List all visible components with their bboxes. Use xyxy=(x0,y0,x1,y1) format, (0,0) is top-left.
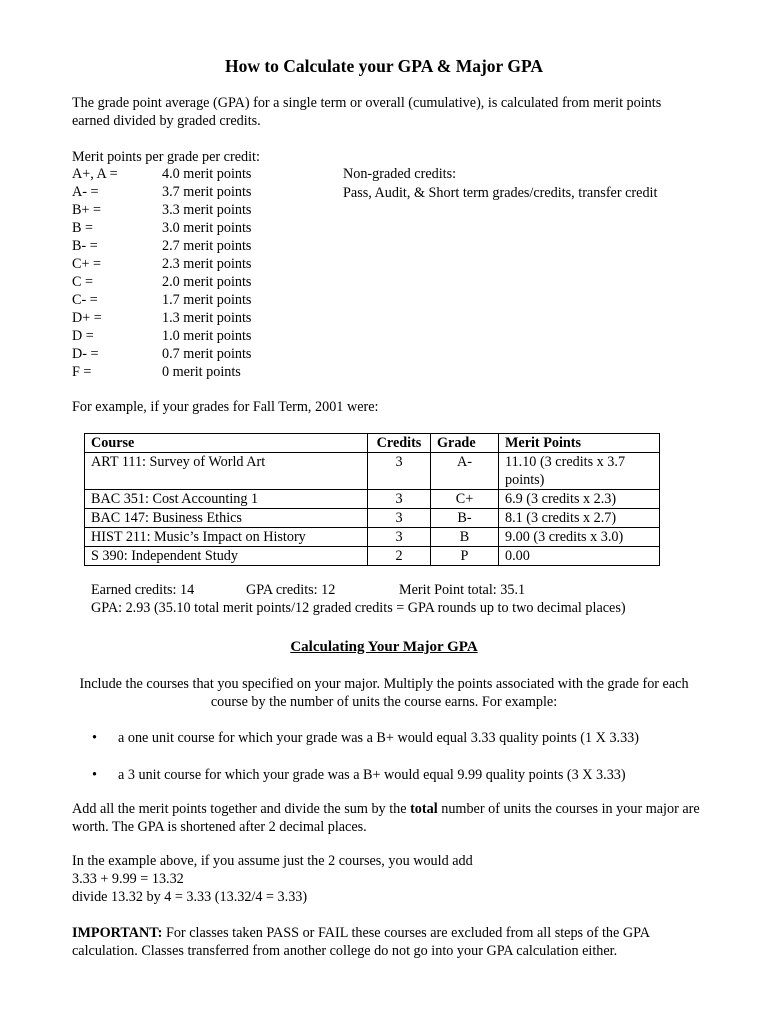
grade-points: 3.3 merit points xyxy=(162,202,252,218)
table-header-row xyxy=(85,434,660,453)
grade-points: 1.0 merit points xyxy=(162,328,252,344)
cell-grade: A- xyxy=(431,453,499,490)
earned-credits: Earned credits: 14 xyxy=(91,582,195,598)
table-row xyxy=(85,547,660,566)
page-title: How to Calculate your GPA & Major GPA xyxy=(224,56,544,76)
grade-points: 3.0 merit points xyxy=(162,220,252,236)
important-note xyxy=(72,924,712,960)
non-graded-heading: Non-graded credits: xyxy=(343,166,457,182)
important-label: IMPORTANT: xyxy=(72,925,163,941)
grade-label: D+ = xyxy=(72,310,102,326)
merit-total: Merit Point total: 35.1 xyxy=(399,582,526,598)
grade-points: 0.7 merit points xyxy=(162,346,252,362)
course-table xyxy=(84,433,660,566)
major-intro: Include the courses that you specified on your major. Multiply the points associated with the grade for each course by the number of units the course earns. For example: xyxy=(79,676,689,710)
grade-label: C+ = xyxy=(72,256,102,272)
add-all-paragraph xyxy=(72,800,702,836)
cell-grade: P xyxy=(431,547,499,566)
grade-points: 1.7 merit points xyxy=(162,292,252,308)
cell-credits: 3 xyxy=(368,453,431,490)
cell-credits: 2 xyxy=(368,547,431,566)
header-course: Course xyxy=(85,434,368,453)
example-calculation xyxy=(72,852,702,906)
non-graded-text: Pass, Audit, & Short term grades/credits, transfer credit xyxy=(343,185,658,201)
cell-course: BAC 351: Cost Accounting 1 xyxy=(85,490,368,509)
grade-label: F = xyxy=(72,364,92,380)
cell-merit: 11.10 (3 credits x 3.7 points) xyxy=(499,453,660,490)
header-credits: Credits xyxy=(368,434,431,453)
grade-label: B+ = xyxy=(72,202,102,218)
cell-merit: 6.9 (3 credits x 2.3) xyxy=(499,490,660,509)
table-row xyxy=(85,453,660,490)
example-line: In the example above, if you assume just the 2 courses, you would add xyxy=(72,853,473,869)
header-merit-points: Merit Points xyxy=(499,434,660,453)
grade-label: C- = xyxy=(72,292,98,308)
add-all-bold: total xyxy=(410,801,438,817)
grade-label: B- = xyxy=(72,238,98,254)
add-all-post: number of units the courses in your major are worth. The GPA is shortened after 2 decimal places. xyxy=(72,801,700,835)
grade-points: 2.0 merit points xyxy=(162,274,252,290)
grade-points: 2.3 merit points xyxy=(162,256,252,272)
cell-course: S 390: Independent Study xyxy=(85,547,368,566)
example-intro: For example, if your grades for Fall Term, 2001 were: xyxy=(72,399,379,415)
gpa-line: GPA: 2.93 (35.10 total merit points/12 graded credits = GPA rounds up to two decimal places) xyxy=(91,600,626,616)
grade-points: 4.0 merit points xyxy=(162,166,252,182)
cell-merit: 0.00 xyxy=(499,547,660,566)
cell-merit: 8.1 (3 credits x 2.7) xyxy=(499,509,660,528)
intro-paragraph: The grade point average (GPA) for a single term or overall (cumulative), is calculated from merit points earned divided by graded credits. xyxy=(72,95,662,129)
grade-points: 1.3 merit points xyxy=(162,310,252,326)
cell-grade: B xyxy=(431,528,499,547)
example-line: 3.33 + 9.99 = 13.32 xyxy=(72,871,184,887)
grade-points: 3.7 merit points xyxy=(162,184,252,200)
major-gpa-title xyxy=(0,638,768,656)
table-row xyxy=(85,490,660,509)
cell-course: HIST 211: Music’s Impact on History xyxy=(85,528,368,547)
cell-course: ART 111: Survey of World Art xyxy=(85,453,368,490)
cell-credits: 3 xyxy=(368,490,431,509)
table-row xyxy=(85,509,660,528)
cell-credits: 3 xyxy=(368,509,431,528)
header-grade: Grade xyxy=(431,434,499,453)
grade-label: A+, A = xyxy=(72,166,118,182)
bullet-text: a 3 unit course for which your grade was a B+ would equal 9.99 quality points (3 X 3.33) xyxy=(118,767,626,783)
table-row xyxy=(85,528,660,547)
cell-grade: B- xyxy=(431,509,499,528)
cell-credits: 3 xyxy=(368,528,431,547)
add-all-pre: Add all the merit points together and divide the sum by the xyxy=(72,801,411,817)
bullet-text: a one unit course for which your grade was a B+ would equal 3.33 quality points (1 X 3.33) xyxy=(118,730,640,746)
cell-grade: C+ xyxy=(431,490,499,509)
grade-points: 0 merit points xyxy=(162,364,241,380)
example-line: divide 13.32 by 4 = 3.33 (13.32/4 = 3.33) xyxy=(72,889,308,905)
cell-merit: 9.00 (3 credits x 3.0) xyxy=(499,528,660,547)
grade-points: 2.7 merit points xyxy=(162,238,252,254)
important-text: For classes taken PASS or FAIL these courses are excluded from all steps of the GPA calculation. Classes transferred from another college do not go into your GPA calculation either. xyxy=(72,925,650,959)
grade-label: A- = xyxy=(72,184,99,200)
major-gpa-title-text: Calculating Your Major GPA xyxy=(290,639,478,655)
cell-course: BAC 147: Business Ethics xyxy=(85,509,368,528)
grade-label: C = xyxy=(72,274,94,290)
bullet-icon: • xyxy=(92,767,97,783)
grade-label: D- = xyxy=(72,346,99,362)
bullet-icon: • xyxy=(92,730,97,746)
gpa-credits: GPA credits: 12 xyxy=(246,582,336,598)
grade-label: B = xyxy=(72,220,94,236)
grade-label: D = xyxy=(72,328,94,344)
merit-heading: Merit points per grade per credit: xyxy=(72,149,260,165)
